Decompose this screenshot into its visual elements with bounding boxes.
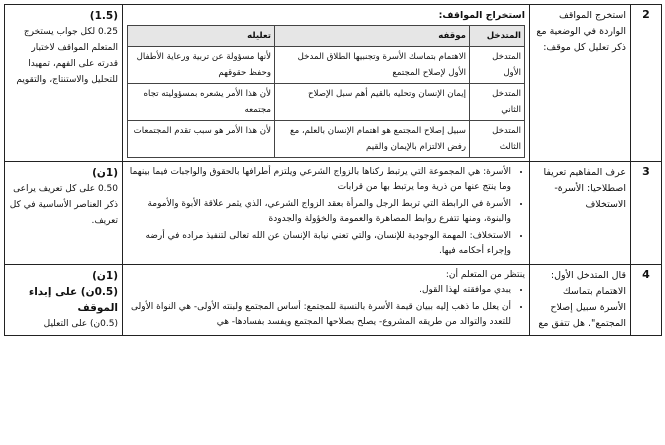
expectation-item: • يبدي موافقته لهذا القول. [127, 283, 511, 298]
grading-table [4, 4, 662, 336]
positions-table [127, 25, 525, 158]
speaker-cell: المتدخل الثاني [470, 84, 525, 121]
header-position: موقفه [275, 26, 470, 47]
grade-points: (1ن) [92, 167, 118, 179]
answer-cell [123, 265, 530, 336]
grade-points: (1ن) [92, 270, 118, 282]
reason-cell: لأنها مسؤولة عن تربية ورعاية الأطفال وحفظ حقوقهم [128, 47, 275, 84]
grade-cell [5, 5, 123, 162]
grade-line-position: (0.5ن) على إبداء الموقف [28, 286, 118, 314]
speaker-cell: المتدخل الثالث [470, 121, 525, 158]
answer-cell [123, 5, 530, 162]
positions-row [128, 84, 525, 121]
definition-item: • الأسرة في الرابطة التي تربط الرجل والمرأة بعقد الزواج الشرعي، الذي يثمر علاقة الأبوة والأمومة والبنوة، ومنها تتفرع روابط المصاهرة والعمومة والخؤولة والجدودة [127, 197, 511, 227]
positions-row [128, 121, 525, 158]
definition-list [127, 165, 525, 259]
grade-line-reason: (0.5ن) على التعليل [43, 319, 118, 329]
positions-row [128, 47, 525, 84]
question-number: 4 [631, 265, 662, 336]
question-text: عرف المفاهيم تعريفا اصطلاحيا: الأسرة- الاستخلاف [530, 162, 631, 265]
table-row [5, 162, 662, 265]
answer-title: استخراج المواقف: [438, 10, 525, 21]
positions-header-row [128, 26, 525, 47]
grade-notes: 0.25 لكل جواب يستخرج المتعلم المواقف لاختبار قدرته على الفهم، تمهيدا للتحليل والاستنتاج، والتقويم [16, 27, 118, 85]
header-speaker: المتدخل [470, 26, 525, 47]
expectation-item: • أن يعلل ما ذهب إليه ببيان قيمة الأسرة بالنسبة للمجتمع: أساس المجتمع ولبنته الأولى- هي النواة الأولى للتعدد والتوالد من طريقه المشروع- يصلح بصلاحها المجتمع ويفسد بفسادها- هي [127, 300, 511, 330]
speaker-cell: المتدخل الأول [470, 47, 525, 84]
answer-intro: ينتظر من المتعلم أن: [445, 270, 525, 280]
table-row [5, 265, 662, 336]
position-cell: سبيل إصلاح المجتمع هو اهتمام الإنسان بالعلم، مع رفض الالتزام بالإيمان والقيم [275, 121, 470, 158]
grade-points: (1.5) [89, 10, 118, 22]
reason-cell: لأن هذا الأمر هو سبب تقدم المجتمعات [128, 121, 275, 158]
grade-cell [5, 162, 123, 265]
position-cell: إيمان الإنسان وتحليه بالقيم أهم سبل الإصلاح [275, 84, 470, 121]
reason-cell: لأن هذا الأمر يشعره بمسؤوليته تجاه مجتمعه [128, 84, 275, 121]
header-reason: تعليله [128, 26, 275, 47]
grade-cell [5, 265, 123, 336]
definition-item: • الأسرة: هي المجموعة التي يرتبط ركناها بالزواج الشرعي ويلتزم أطرافها بالحقوق والواجبات فيما بينهما وما ينتج عنها من ذرية وما يرتبط بها من قرابات [127, 165, 511, 195]
answer-cell [123, 162, 530, 265]
expectation-list [127, 283, 525, 330]
question-text: قال المتدخل الأول: الاهتمام بتماسك الأسرة سبيل إصلاح المجتمع". هل تتفق مع [530, 265, 631, 336]
definition-item: • الاستخلاف: المهمة الوجودية للإنسان، والتي تعني نيابة الإنسان عن الله تعالى لتنفيذ مراده في أرضه وإجراء أحكامه فيها. [127, 229, 511, 259]
table-row [5, 5, 662, 162]
question-number: 2 [631, 5, 662, 162]
position-cell: الاهتمام بتماسك الأسرة وتجنبيها الطلاق المدخل الأول لإصلاح المجتمع [275, 47, 470, 84]
question-number: 3 [631, 162, 662, 265]
grade-notes: 0.50 على كل تعريف يراعى ذكر العناصر الأساسية في كل تعريف. [9, 184, 118, 226]
question-text: استخرج المواقف الواردة في الوضعية مع ذكر تعليل كل موقف: [530, 5, 631, 162]
